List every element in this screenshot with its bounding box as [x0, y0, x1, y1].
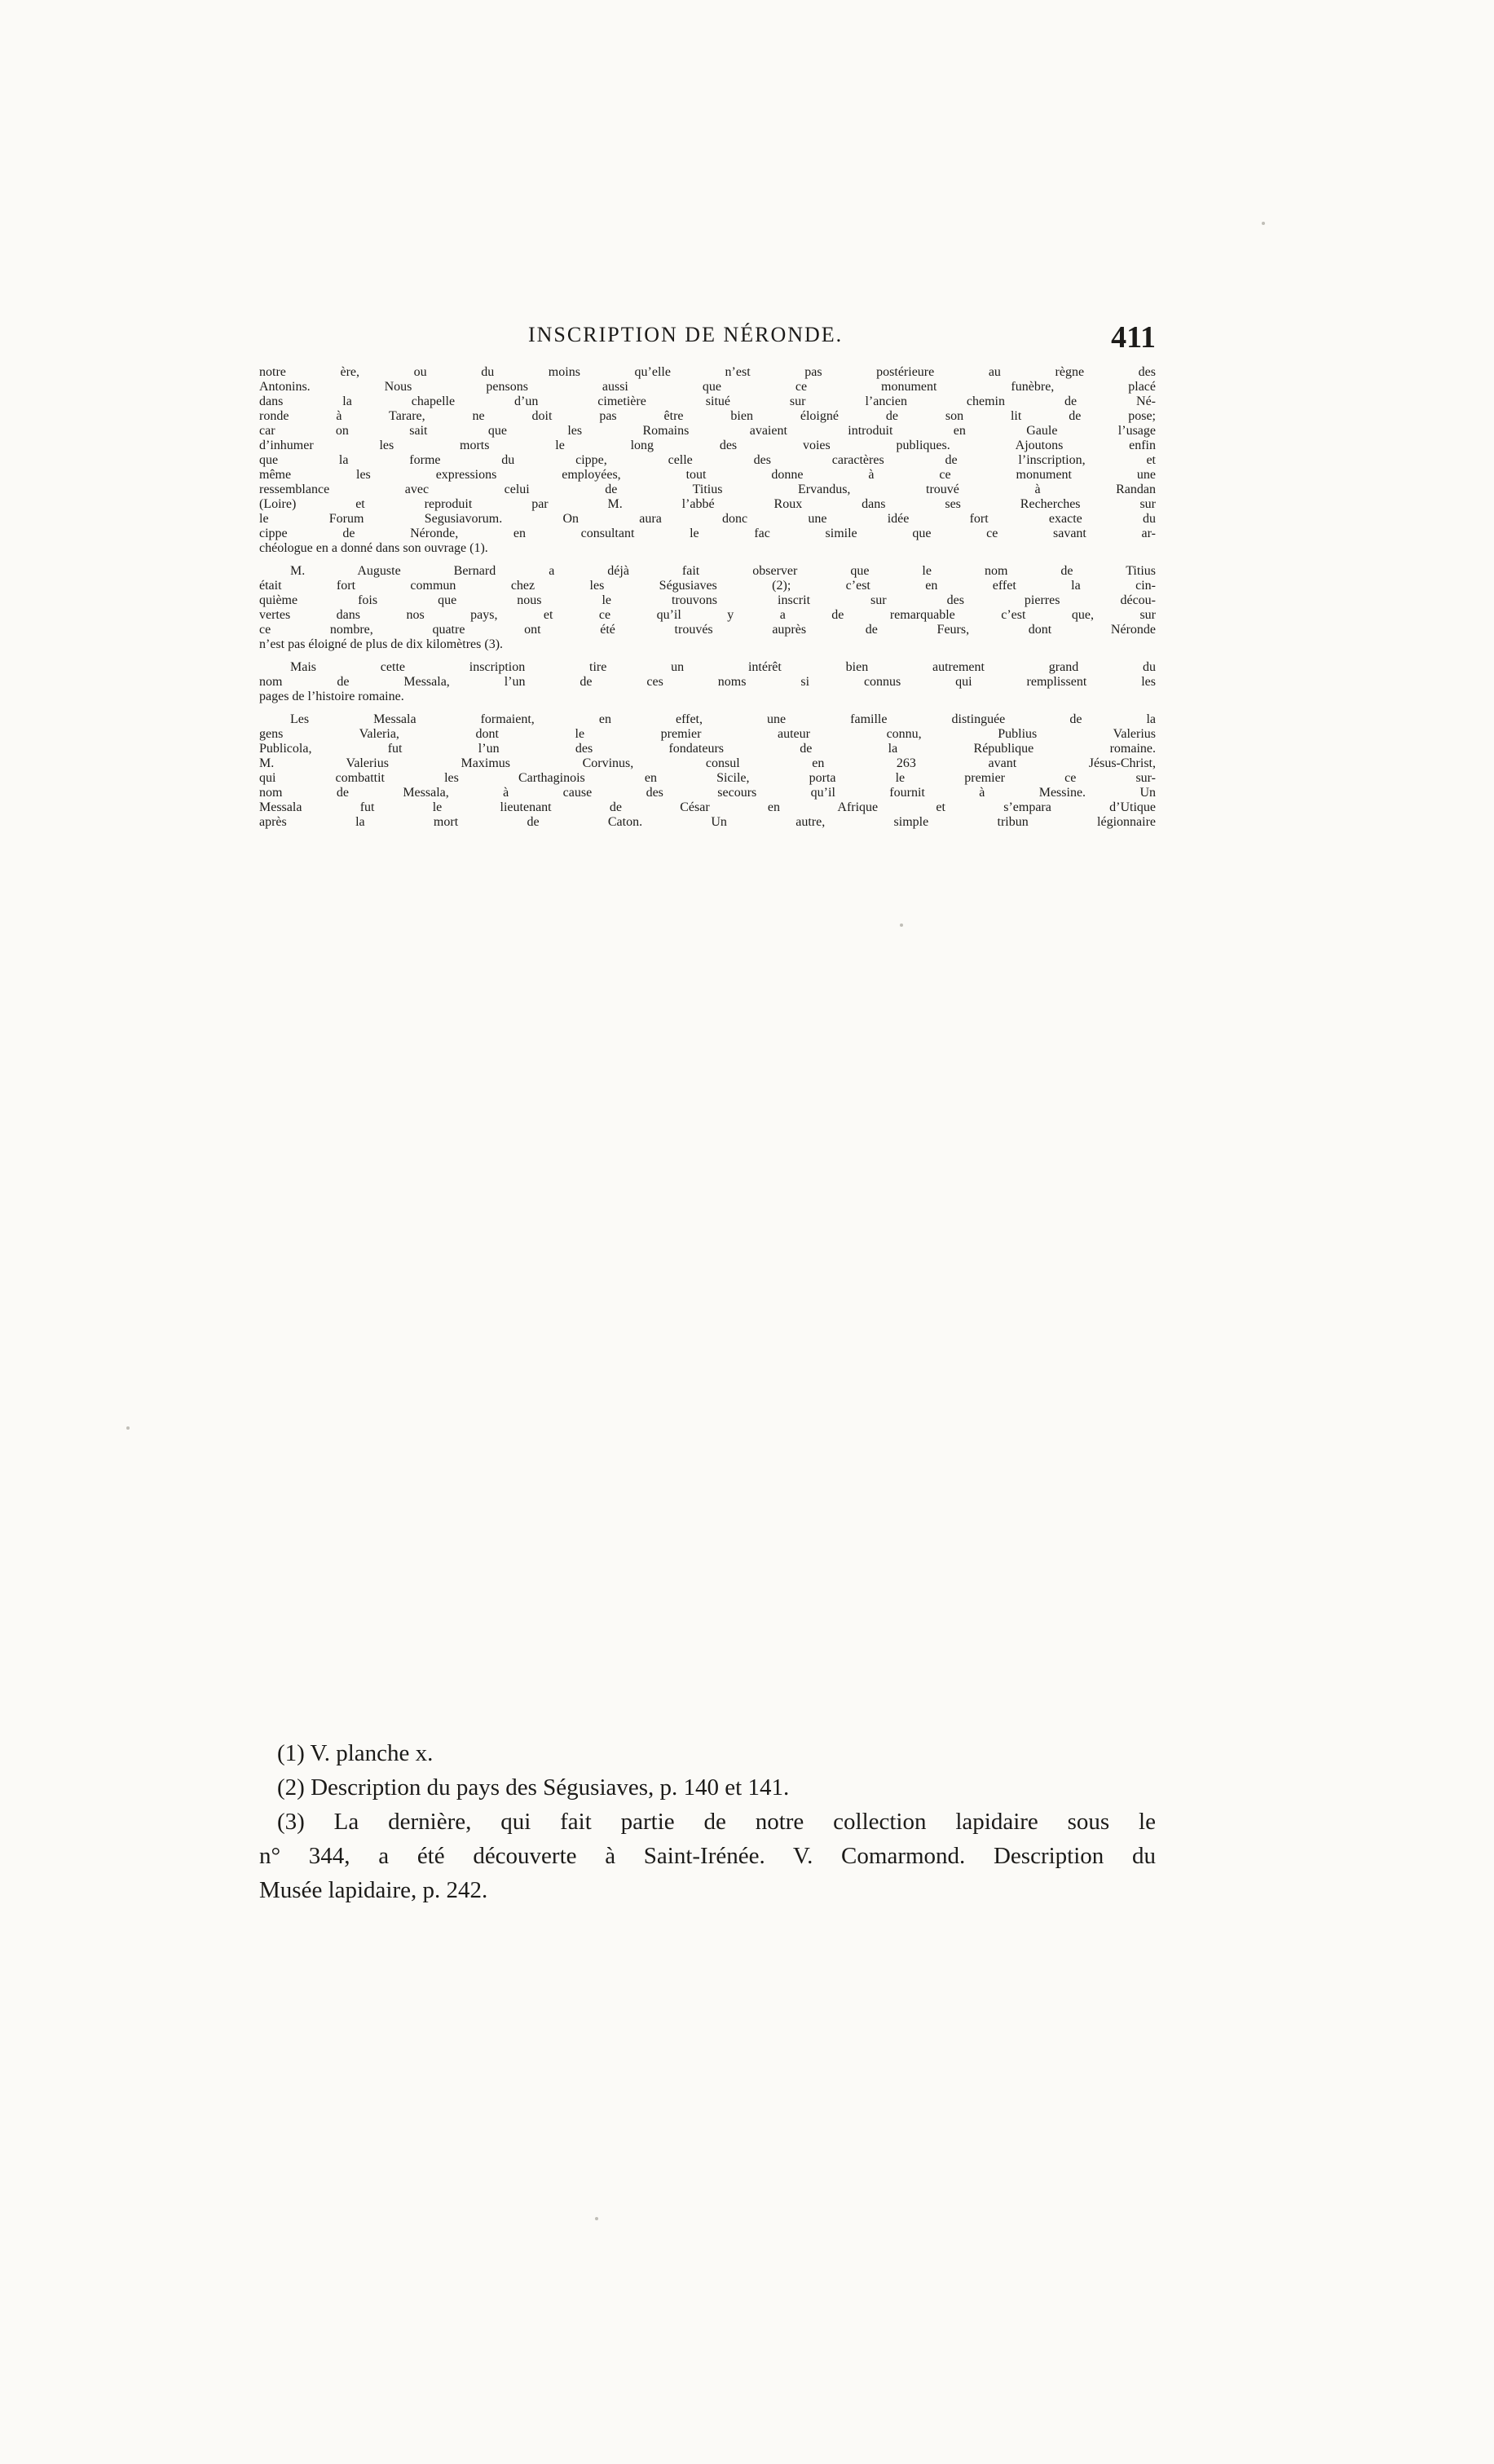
- text-line: M. Valerius Maximus Corvinus, consul en 263 avant Jésus-Christ,: [259, 756, 1156, 770]
- page-number: 411: [1111, 320, 1156, 355]
- text-line: nom de Messala, à cause des secours qu’il fournit à Messine. Un: [259, 786, 1156, 800]
- text-line: d’inhumer les morts le long des voies publiques. Ajoutons enfin: [259, 439, 1156, 452]
- text-line: chéologue en a donné dans son ouvrage (1).: [259, 541, 488, 555]
- text-line: n’est pas éloigné de plus de dix kilomètres (3).: [259, 637, 504, 651]
- text-line: ce nombre, quatre ont été trouvés auprès de Feurs, dont Néronde: [259, 623, 1156, 637]
- text-line: M. Auguste Bernard a déjà fait observer que le nom de Titius: [290, 564, 1156, 578]
- body-text: [259, 365, 1156, 830]
- text-line: car on sait que les Romains avaient introduit en Gaule l’usage: [259, 424, 1156, 438]
- text-line: le Forum Segusiavorum. On aura donc une idée fort exacte du: [259, 512, 1156, 526]
- text-line: Publicola, fut l’un des fondateurs de la République romaine.: [259, 742, 1156, 756]
- text-line: Mais cette inscription tire un intérêt bien autrement grand du: [290, 660, 1156, 674]
- paper-speck: [595, 2217, 598, 2220]
- text-line: nom de Messala, l’un de ces noms si connus qui remplissent les: [259, 675, 1156, 689]
- text-line: gens Valeria, dont le premier auteur connu, Publius Valerius: [259, 727, 1156, 741]
- text-line: ressemblance avec celui de Titius Ervandus, trouvé à Randan: [259, 483, 1156, 496]
- running-title: INSCRIPTION DE NÉRONDE.: [528, 323, 844, 346]
- text-line: notre ère, ou du moins qu’elle n’est pas postérieure au règne des: [259, 365, 1156, 379]
- text-line: vertes dans nos pays, et ce qu’il y a de remarquable c’est que, sur: [259, 608, 1156, 622]
- text-line: quième fois que nous le trouvons inscrit sur des pierres décou-: [259, 593, 1156, 607]
- footnote: (2) Description du pays des Ségusiaves, p. 140 et 141.: [277, 1774, 790, 1801]
- text-line: pages de l’histoire romaine.: [259, 690, 404, 703]
- footnote: (1) V. planche x.: [277, 1740, 434, 1766]
- text-line: après la mort de Caton. Un autre, simple tribun légionnaire: [259, 815, 1156, 829]
- footnote: (3) La dernière, qui fait partie de notre collection lapidaire sous le: [277, 1809, 1156, 1835]
- text-line: Les Messala formaient, en effet, une famille distinguée de la: [290, 712, 1156, 726]
- text-line: ronde à Tarare, ne doit pas être bien éloigné de son lit de pose;: [259, 409, 1156, 423]
- paper-speck: [126, 1426, 130, 1430]
- text-line: qui combattit les Carthaginois en Sicile, porta le premier ce sur-: [259, 771, 1156, 785]
- text-line: (Loire) et reproduit par M. l’abbé Roux dans ses Recherches sur: [259, 497, 1156, 511]
- footnotes: [259, 1736, 1156, 1907]
- footnote: n° 344, a été découverte à Saint-Irénée. V. Comarmond. Description du: [259, 1843, 1156, 1869]
- paper-speck: [900, 923, 903, 927]
- text-line: Antonins. Nous pensons aussi que ce monument funèbre, placé: [259, 380, 1156, 394]
- page-header: [259, 320, 1156, 360]
- footnote: Musée lapidaire, p. 242.: [259, 1877, 488, 1903]
- text-line: que la forme du cippe, celle des caractères de l’inscription, et: [259, 453, 1156, 467]
- text-line: dans la chapelle d’un cimetière situé sur l’ancien chemin de Né-: [259, 395, 1156, 408]
- paper-speck: [1262, 222, 1265, 225]
- text-line: cippe de Néronde, en consultant le fac simile que ce savant ar-: [259, 527, 1156, 540]
- text-line: était fort commun chez les Ségusiaves (2); c’est en effet la cin-: [259, 579, 1156, 593]
- text-line: Messala fut le lieutenant de César en Afrique et s’empara d’Utique: [259, 800, 1156, 814]
- text-line: même les expressions employées, tout donne à ce monument une: [259, 468, 1156, 482]
